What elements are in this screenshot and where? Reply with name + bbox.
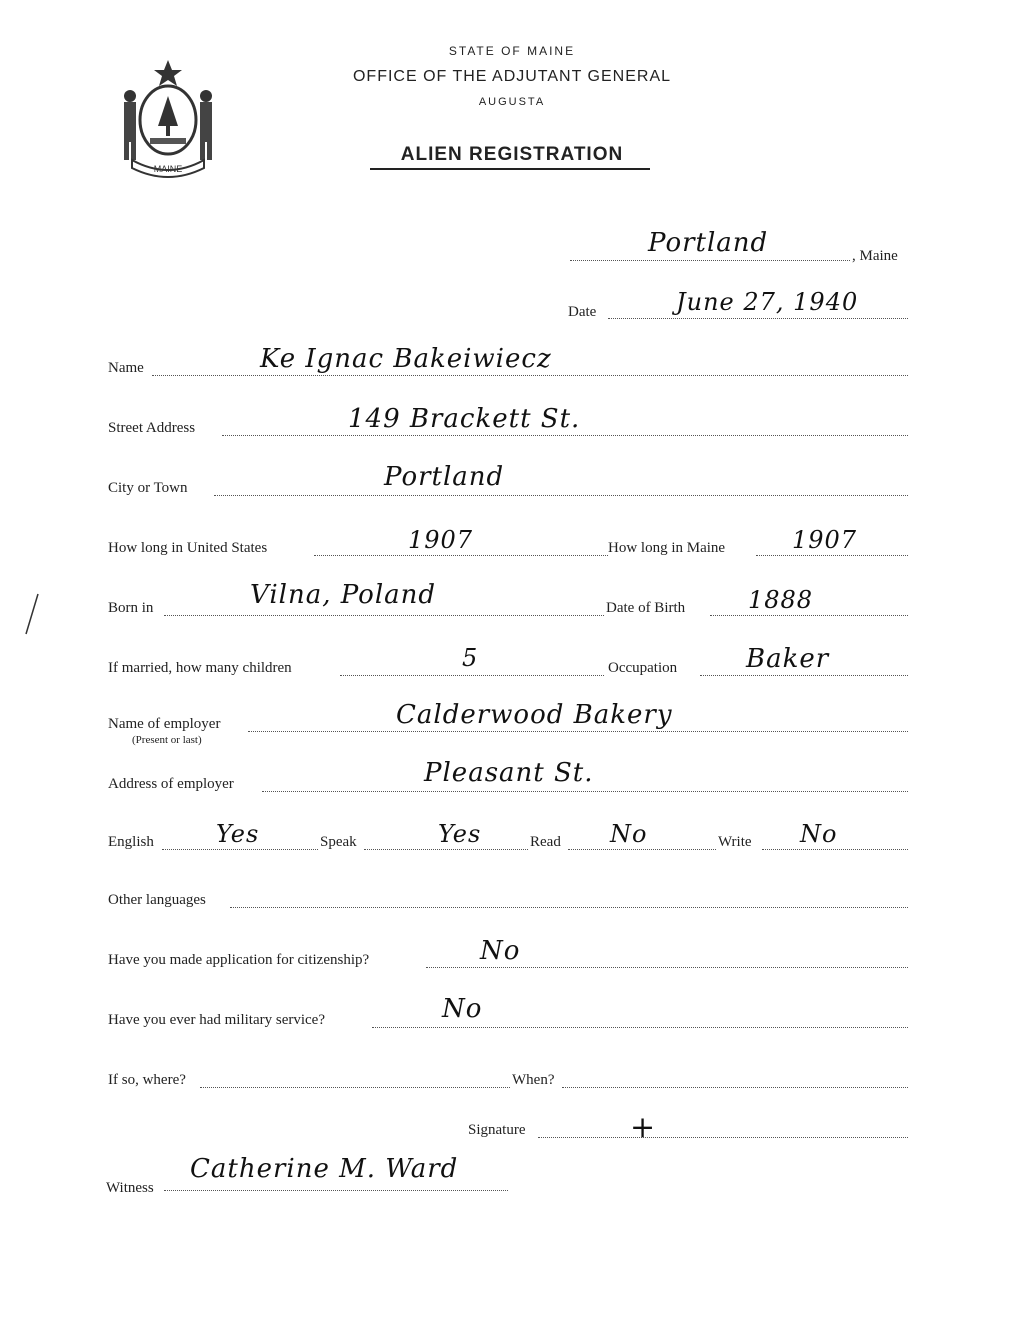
signature-label: Signature <box>468 1122 526 1138</box>
employer-label: Name of employer <box>108 716 221 732</box>
street-label: Street Address <box>108 420 196 436</box>
dob-line <box>710 615 908 616</box>
employer-address-value[interactable]: Pleasant St. <box>424 758 594 788</box>
date-line <box>608 318 908 319</box>
witness-value[interactable]: Catherine M. Ward <box>190 1154 459 1184</box>
witness-label: Witness <box>106 1180 154 1196</box>
speak-line <box>364 849 528 850</box>
employer-address-line <box>262 791 908 792</box>
street-line <box>222 435 908 436</box>
english-value[interactable]: Yes <box>216 820 260 848</box>
born-label: Born in <box>108 600 154 616</box>
city-label: City or Town <box>108 480 188 496</box>
other-languages-label: Other languages <box>108 892 206 908</box>
location-value[interactable]: Portland <box>648 228 769 258</box>
employer-sublabel: (Present or last) <box>132 734 202 746</box>
read-line <box>568 849 716 850</box>
header-office: OFFICE OF THE ADJUTANT GENERAL <box>352 68 672 85</box>
dob-value[interactable]: 1888 <box>748 586 814 614</box>
location-suffix: , Maine <box>852 248 898 264</box>
read-value[interactable]: No <box>610 820 648 848</box>
name-line <box>152 375 908 376</box>
when-label: When? <box>512 1072 555 1088</box>
military-line <box>372 1027 908 1028</box>
military-label: Have you ever had military service? <box>108 1012 325 1028</box>
speak-value[interactable]: Yes <box>438 820 482 848</box>
witness-line <box>164 1190 508 1191</box>
write-label: Write <box>718 834 752 850</box>
military-value[interactable]: No <box>442 994 483 1024</box>
seal-banner-text: MAINE <box>153 164 183 174</box>
us-years-label: How long in United States <box>108 540 268 556</box>
born-value[interactable]: Vilna, Poland <box>250 580 437 610</box>
title-underline <box>370 168 650 170</box>
occupation-label: Occupation <box>608 660 678 676</box>
when-line <box>562 1087 908 1088</box>
dob-label: Date of Birth <box>606 600 686 616</box>
us-years-value[interactable]: 1907 <box>408 526 474 554</box>
occupation-value[interactable]: Baker <box>746 644 830 674</box>
other-languages-line <box>230 907 908 908</box>
maine-years-label: How long in Maine <box>608 540 726 556</box>
maine-years-value[interactable]: 1907 <box>792 526 858 554</box>
employer-address-label: Address of employer <box>108 776 234 792</box>
maine-years-line <box>756 555 908 556</box>
location-line <box>570 260 850 261</box>
us-years-line <box>314 555 608 556</box>
header-city: AUGUSTA <box>478 96 546 108</box>
employer-line <box>248 731 908 732</box>
citizenship-line <box>426 967 908 968</box>
occupation-line <box>700 675 908 676</box>
city-line <box>214 495 908 496</box>
signature-value[interactable]: + <box>630 1110 657 1145</box>
signature-line <box>538 1137 908 1138</box>
form-title: ALIEN REGISTRATION <box>400 144 624 165</box>
date-value[interactable]: June 27, 1940 <box>676 288 859 316</box>
where-line <box>200 1087 510 1088</box>
children-label: If married, how many children <box>108 660 292 676</box>
english-line <box>162 849 318 850</box>
children-line <box>340 675 604 676</box>
where-label: If so, where? <box>108 1072 186 1088</box>
header-state: STATE OF MAINE <box>448 44 576 58</box>
children-value[interactable]: 5 <box>462 644 479 672</box>
write-value[interactable]: No <box>800 820 838 848</box>
street-value[interactable]: 149 Brackett St. <box>348 404 581 434</box>
name-label: Name <box>108 360 144 376</box>
employer-value[interactable]: Calderwood Bakery <box>396 700 673 730</box>
date-label: Date <box>568 304 597 320</box>
read-label: Read <box>530 834 561 850</box>
citizenship-value[interactable]: No <box>480 936 521 966</box>
name-value[interactable]: Ke Ignac Bakeiwiecz <box>260 344 552 374</box>
city-value[interactable]: Portland <box>384 462 505 492</box>
speak-label: Speak <box>320 834 357 850</box>
citizenship-label: Have you made application for citizenship? <box>108 952 370 968</box>
born-line <box>164 615 604 616</box>
write-line <box>762 849 908 850</box>
english-label: English <box>108 834 154 850</box>
margin-tick-mark <box>22 592 42 636</box>
